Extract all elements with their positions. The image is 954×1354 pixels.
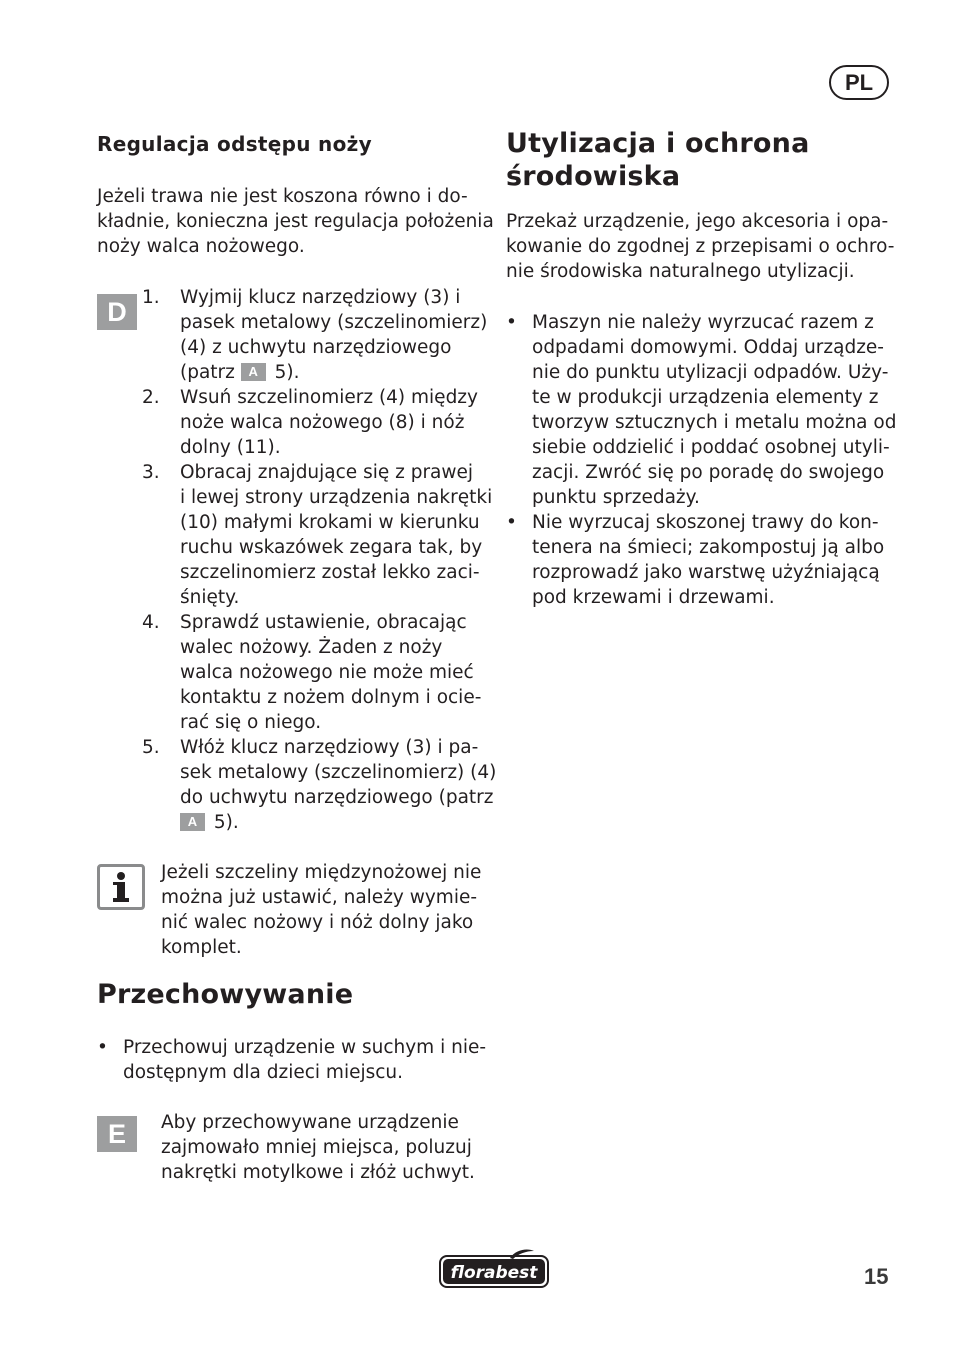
bullet-icon: • — [97, 1037, 108, 1058]
bullet-icon: • — [506, 312, 517, 333]
bullet-icon: • — [506, 512, 517, 533]
step-item: 4. Sprawdź ustawienie, obracając walec nożowy. Żaden z noży walca nożowego nie może mieć kontaktu z nożem dolnym i ocie- rać się o niego. — [142, 612, 482, 733]
step-item: 3. Obracaj znajdujące się z prawej i lewej strony urządzenia nakrętki (10) małymi krokami w kierunku ruchu wskazówek zegara tak, by szczelinomierz został lekko zaci- śnięty. — [142, 462, 493, 608]
svg-text:florabest: florabest — [450, 1263, 538, 1283]
list-item: • Maszyn nie należy wyrzucać razem z odpadami domowymi. Oddaj urządze- nie do punktu utylizacji odpadów. Uży- te w produkcji urządzenia elementy z tworzyw sztucznych i metalu można od siebie oddzielić i poddać osobnej utyli- zacji. Zwróć się po poradę do swojego punktu sprzedaży. — [506, 312, 897, 508]
step-item: 5. Włóż klucz narzędziowy (3) i pa- sek metalowy (szczelinomierz) (4) do uchwytu narzędziowego (patrz A 5). — [142, 737, 497, 833]
section-heading-storage: Przechowywanie — [97, 979, 354, 1010]
section-heading-knife-adjustment: Regulacja odstępu noży — [97, 132, 372, 156]
florabest-logo — [438, 1248, 548, 1288]
info-note: Jeżeli szczeliny międzynożowej nie można już ustawić, należy wymie- nić walec nożowy i nóż dolny jako komplet. — [161, 862, 482, 958]
step-badge-d: D — [97, 294, 137, 330]
step-item: 1. Wyjmij klucz narzędziowy (3) i pasek metalowy (szczelinomierz) (4) z uchwytu narzędziowego (patrz A 5). — [142, 287, 488, 383]
intro-paragraph: Jeżeli trawa nie jest koszona równo i do- kładnie, konieczna jest regulacja położenia noży walca nożowego. — [97, 186, 494, 257]
list-item: • Nie wyrzucaj skoszonej trawy do kon- tenera na śmieci; zakompostuj ją albo rozprowadź jako warstwę użyźniającą pod krzewami i drzewami. — [506, 512, 885, 608]
page-number: 15 — [864, 1264, 889, 1289]
language-badge: PL — [829, 65, 889, 100]
figure-ref-badge: A — [241, 363, 266, 381]
section-heading-disposal: Utylizacja i ochrona środowiska — [506, 128, 810, 192]
step-badge-e: E — [97, 1116, 137, 1152]
disposal-bullets — [506, 310, 896, 610]
step-item: 2. Wsuń szczelinomierz (4) między noże walca nożowego (8) i nóż dolny (11). — [142, 387, 478, 458]
storage-note: Aby przechowywane urządzenie zajmowało mniej miejsca, poluzuj nakrętki motylkowe i złóż uchwyt. — [161, 1112, 475, 1183]
disposal-intro: Przekaż urządzenie, jego akcesoria i opa- kowanie do zgodnej z przepisami o ochro- nie środowiska naturalnego utylizacji. — [506, 211, 895, 282]
figure-ref-badge: A — [180, 813, 205, 831]
steps-list — [142, 285, 497, 835]
info-icon — [97, 864, 145, 910]
storage-bullet: • Przechowuj urządzenie w suchym i nie- dostępnym dla dzieci miejscu. — [97, 1037, 487, 1083]
